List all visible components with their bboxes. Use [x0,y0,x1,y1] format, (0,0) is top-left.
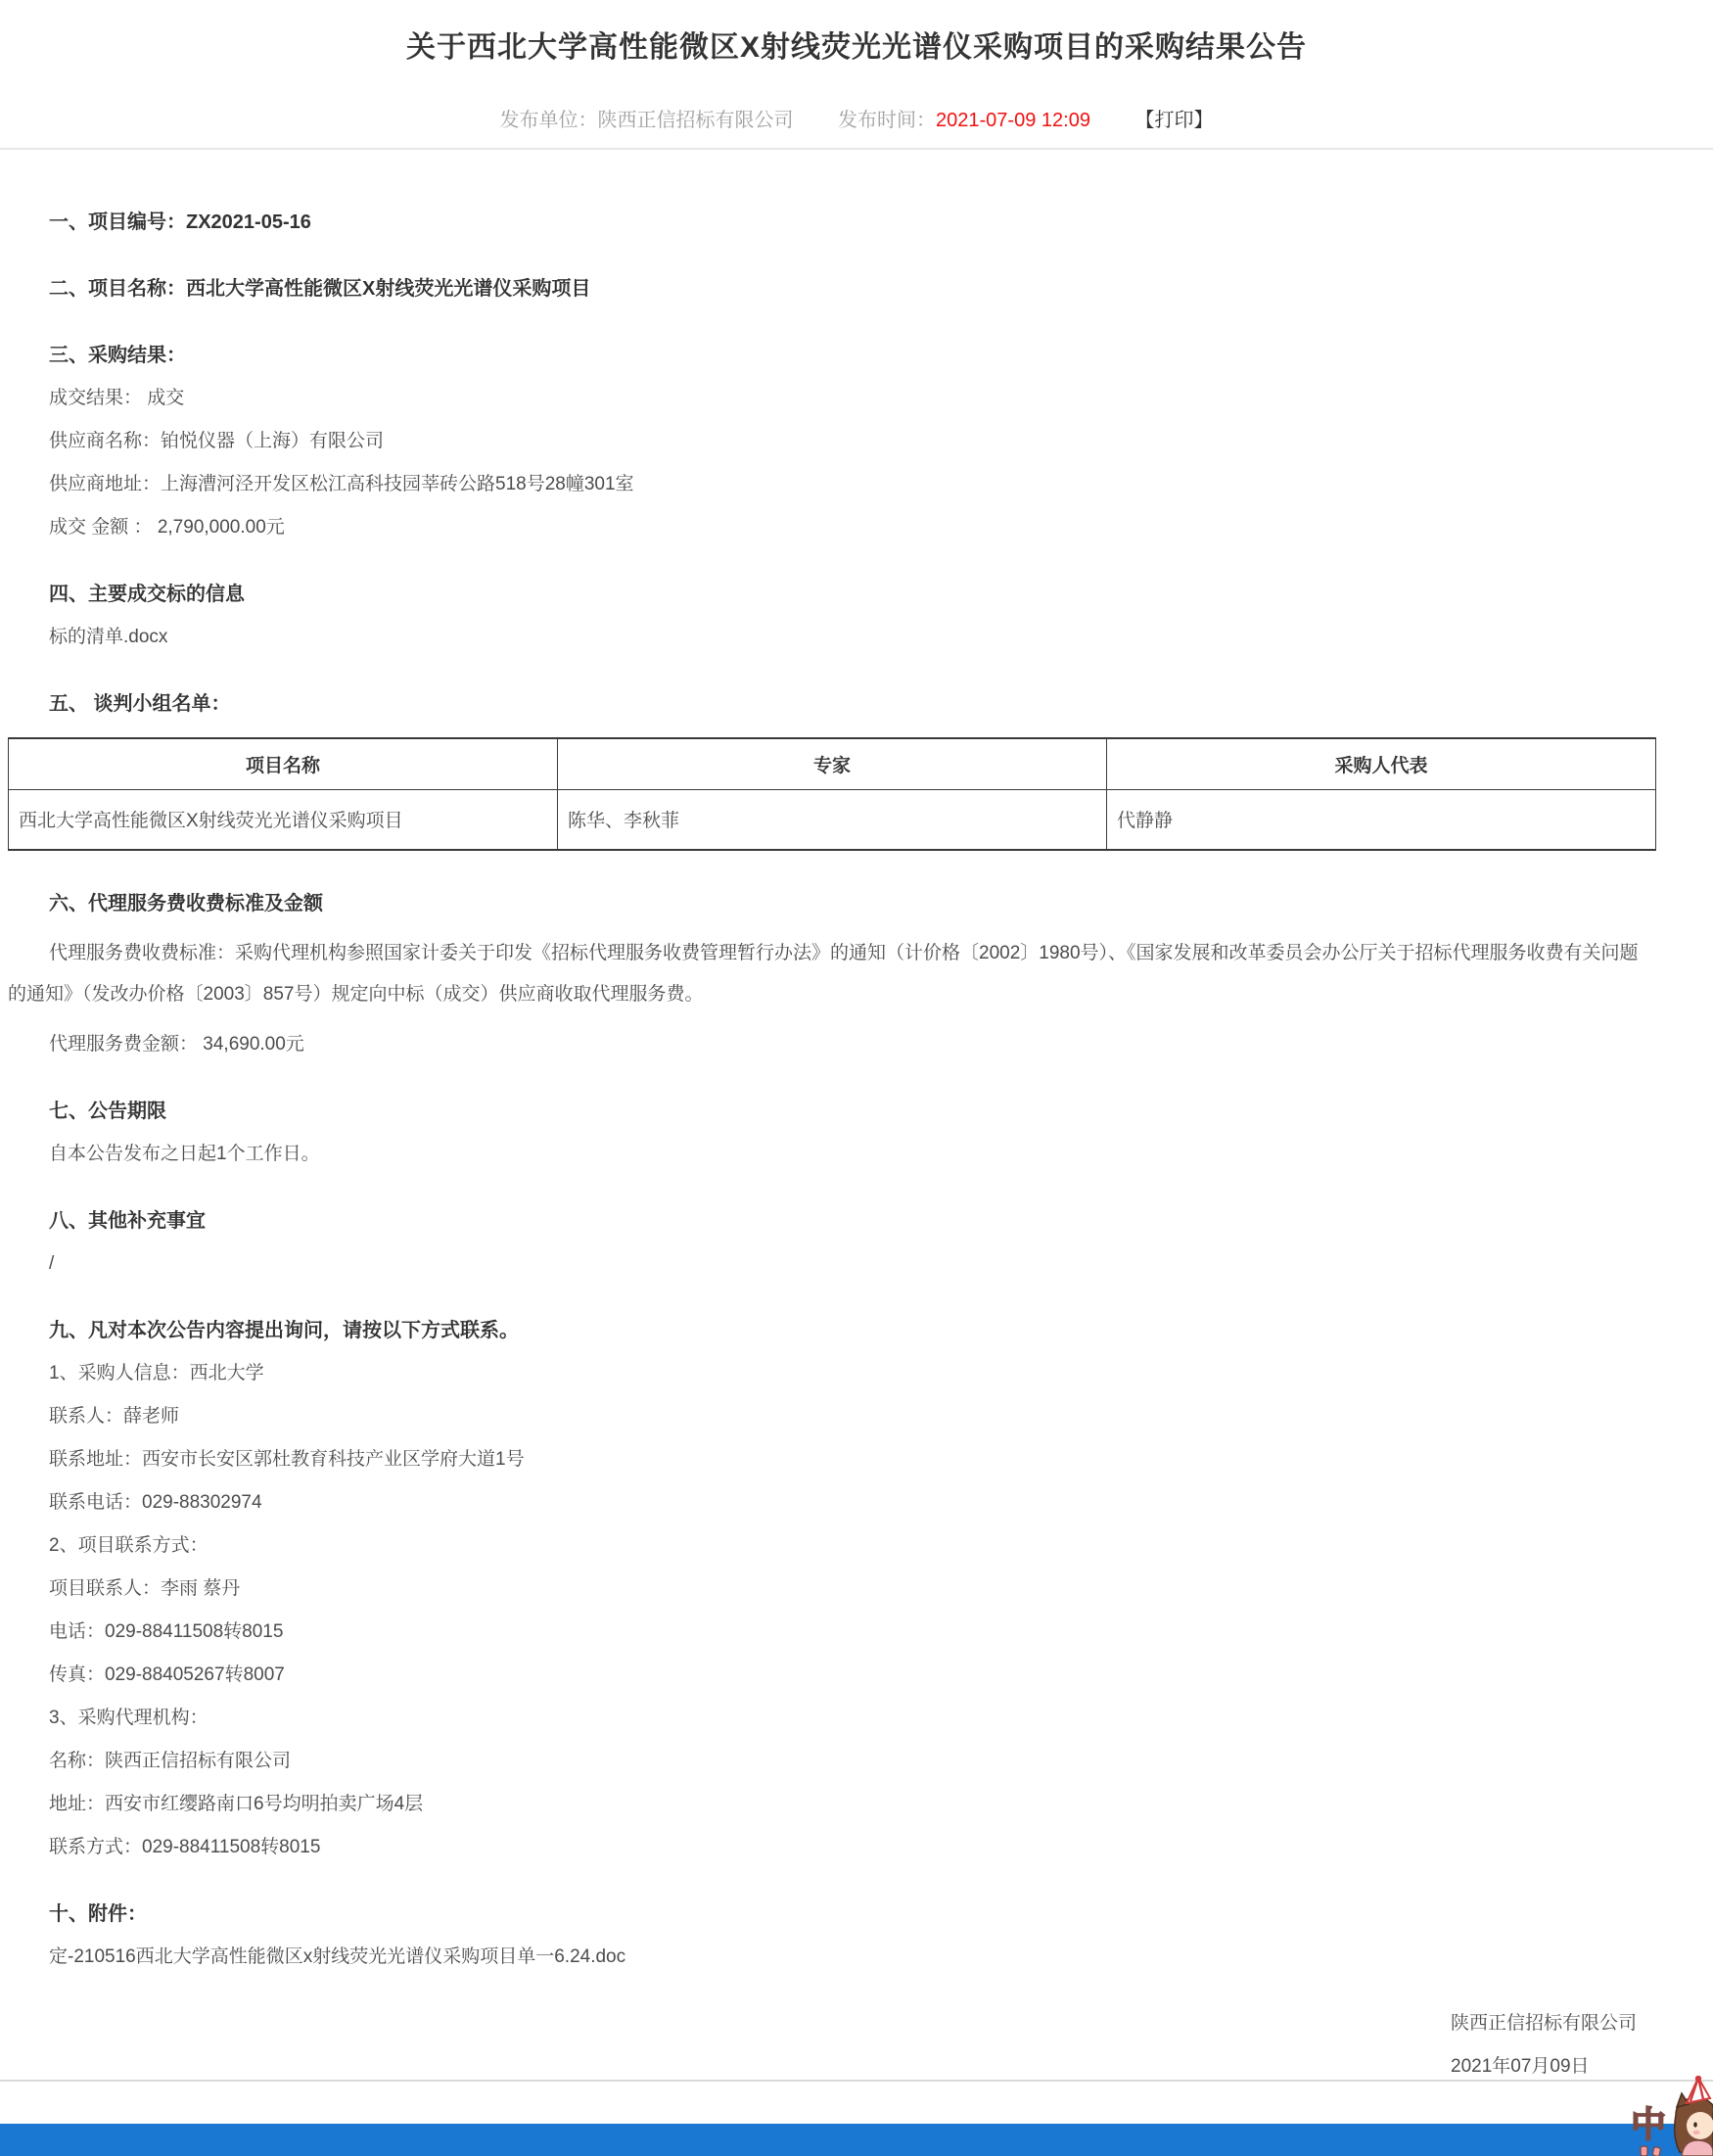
section-heading-announcement-period: 七、公告期限 [49,1101,166,1122]
mascot-face [1687,2112,1713,2139]
publish-meta-line [0,104,1713,132]
publish-time-value: 2021-07-09 12:09 [936,110,1090,131]
project-fax-line: 传真：029-88405267转8007 [49,1664,285,1685]
announcement-header [0,0,1713,150]
section-heading-attachments: 十、附件： [49,1903,147,1925]
mascot-blush [1692,2131,1699,2134]
section-heading-project-name: 二、项目名称：西北大学高性能微区X射线荧光光谱仪采购项目 [49,278,591,300]
agency-fee-amount-line: 代理服务费金额： 34,690.00元 [49,1034,304,1055]
zhong-badge: 中 [1630,2105,1667,2145]
table-header-row [9,738,1656,789]
party-hat-icon [1687,2076,1710,2103]
result-line: 成交结果： 成交 [49,388,185,408]
publisher-label: 发布单位： [499,110,598,131]
section-heading-agency-fee: 六、代理服务费收费标准及金额 [49,893,323,914]
section-heading-project-number: 一、项目编号：ZX2021-05-16 [49,211,311,233]
deal-list-attachment-link[interactable]: 标的清单.docx [49,627,168,647]
supplier-address-line: 供应商地址：上海漕河泾开发区松江高科技园莘砖公路518号28幢301室 [49,474,634,494]
publish-time-label: 发布时间： [838,110,937,131]
cell-experts: 陈华、李秋菲 [558,789,1107,850]
signature-block [1451,2010,1656,2081]
section-heading-procurement-result: 三、采购结果： [49,345,186,366]
table-row [9,789,1656,850]
mascot-illustration [1623,2076,1713,2156]
mascot-eye-icon [1693,2122,1697,2127]
column-header-purchaser-rep: 采购人代表 [1107,738,1656,789]
mascot-partial-char [1641,2146,1661,2156]
publisher-group [499,104,793,132]
bottom-divider [0,2080,1713,2082]
column-header-experts: 专家 [558,738,1107,789]
result-doc-attachment-link[interactable]: 定-210516西北大学高性能微区x射线荧光光谱仪采购项目单一6.24.doc [49,1946,626,1967]
negotiation-group-table [8,737,1656,851]
purchaser-phone-line: 联系电话：029-88302974 [49,1492,262,1513]
signature-date: 2021年07月09日 [1451,2056,1590,2077]
publish-time-group [838,104,1090,132]
print-button[interactable]: 【打印】 [1134,110,1214,131]
cell-project-name: 西北大学高性能微区X射线荧光光谱仪采购项目 [9,789,558,850]
agency-phone-line: 联系方式：029-88411508转8015 [49,1837,321,1857]
section-heading-other-matters: 八、其他补充事宜 [49,1210,206,1232]
section-heading-contact-info: 九、凡对本次公告内容提出询问，请按以下方式联系。 [49,1320,519,1341]
page-title: 关于西北大学高性能微区X射线荧光光谱仪采购项目的采购结果公告 [405,31,1307,64]
signature-company: 陕西正信招标有限公司 [1451,2013,1638,2034]
cell-purchaser-rep: 代静静 [1107,789,1656,850]
other-matters-line: / [49,1253,55,1274]
project-contact-heading-line: 2、项目联系方式： [49,1535,208,1556]
mascot-ear-icon [1677,2093,1689,2107]
section-heading-deal-info: 四、主要成交标的信息 [49,584,245,605]
project-contact-person-line: 项目联系人：李雨 蔡丹 [49,1578,241,1599]
supplier-name-line: 供应商名称：铂悦仪器（上海）有限公司 [49,431,385,451]
announcement-period-line: 自本公告发布之日起1个工作日。 [49,1144,320,1164]
agency-address-line: 地址：西安市红缨路南口6号均明拍卖广场4层 [49,1794,424,1814]
agency-name-line: 名称：陕西正信招标有限公司 [49,1751,292,1771]
column-header-project-name: 项目名称 [9,738,558,789]
purchaser-address-line: 联系地址：西安市长安区郭杜教育科技产业区学府大道1号 [49,1449,525,1470]
section-heading-negotiation-group: 五、 谈判小组名单： [49,693,231,715]
agency-heading-line: 3、采购代理机构： [49,1708,208,1728]
project-phone-line: 电话：029-88411508转8015 [49,1621,284,1642]
publisher-name: 陕西正信招标有限公司 [597,110,794,131]
deal-amount-line: 成交 金额 ： 2,790,000.00元 [49,517,285,538]
purchaser-contact-line: 联系人：薛老师 [49,1406,180,1427]
purchaser-info-line: 1、采购人信息：西北大学 [49,1363,264,1383]
bottom-blue-bar [0,2124,1713,2156]
announcement-body [0,209,1713,2081]
agency-fee-standard-paragraph: 代理服务费收费标准：采购代理机构参照国家计委关于印发《招标代理服务收费管理暂行办法》的通知（计价格〔2002〕1980号）、《国家发展和改革委员会办公厅关于招标代理服务收费有关问题的通知》（发改办价格〔2003〕857号）规定向中标（成交）供应商收取代理服务费。 [8,943,1639,1005]
